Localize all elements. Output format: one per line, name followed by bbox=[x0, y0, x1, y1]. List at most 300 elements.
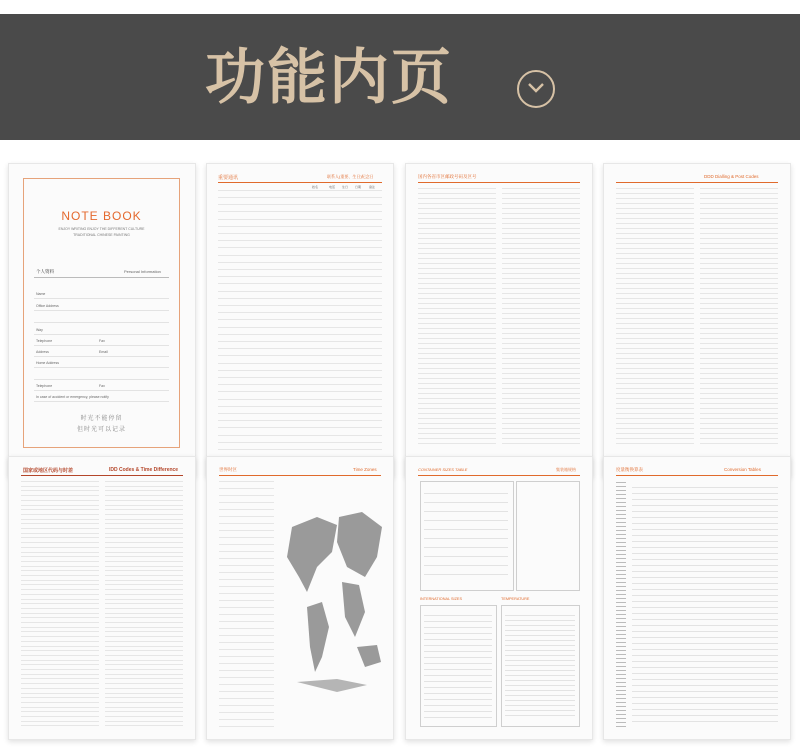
address-right-header: 联系人(重要、生日)纪念日 bbox=[327, 174, 374, 179]
field-name: Name bbox=[36, 292, 46, 296]
ruled-line bbox=[21, 505, 99, 506]
ruled-line bbox=[502, 288, 580, 289]
ruled-line bbox=[700, 313, 778, 314]
ruled-line bbox=[219, 705, 274, 706]
ruled-line bbox=[105, 631, 183, 632]
ruled-line bbox=[616, 438, 694, 439]
ruled-line bbox=[105, 537, 183, 538]
ruled-line bbox=[502, 233, 580, 234]
ruled-line bbox=[21, 603, 99, 604]
ruled-line bbox=[424, 511, 508, 512]
ruled-line bbox=[700, 273, 778, 274]
ruled-line bbox=[21, 599, 99, 600]
ruled-line bbox=[632, 661, 778, 662]
ruled-line bbox=[616, 338, 694, 339]
ruled-line bbox=[219, 656, 274, 657]
ruled-line bbox=[616, 278, 694, 279]
ruled-line bbox=[105, 660, 183, 661]
ruled-line bbox=[616, 263, 694, 264]
ruled-line bbox=[700, 413, 778, 414]
ruled-line bbox=[502, 273, 580, 274]
ruled-line bbox=[219, 572, 274, 573]
ruled-line bbox=[218, 305, 382, 306]
ruled-line bbox=[616, 258, 694, 259]
ruled-line bbox=[105, 716, 183, 717]
ruled-line bbox=[502, 213, 580, 214]
col-birthday: 生日 bbox=[342, 185, 349, 189]
ruled-line bbox=[632, 607, 778, 608]
ruled-line bbox=[424, 556, 508, 557]
ruled-line bbox=[219, 670, 274, 671]
ruled-line bbox=[505, 655, 575, 656]
field-office: Office Address bbox=[36, 304, 59, 308]
ruled-line bbox=[616, 298, 694, 299]
ruled-line bbox=[105, 683, 183, 684]
ruled-line bbox=[505, 680, 575, 681]
ruled-line bbox=[105, 481, 183, 482]
ruled-line bbox=[418, 238, 496, 239]
ruled-line bbox=[218, 406, 382, 407]
ruled-line bbox=[632, 589, 778, 590]
ruled-line bbox=[218, 334, 382, 335]
ruled-line bbox=[616, 358, 694, 359]
ruled-line bbox=[505, 695, 575, 696]
ruled-line bbox=[105, 509, 183, 510]
ruled-line bbox=[21, 702, 99, 703]
ruled-line bbox=[21, 500, 99, 501]
ruled-line bbox=[105, 678, 183, 679]
ruled-line bbox=[21, 664, 99, 665]
ruled-line bbox=[218, 233, 382, 234]
ruled-line bbox=[632, 577, 778, 578]
ruled-line bbox=[632, 631, 778, 632]
ruled-line bbox=[502, 428, 580, 429]
ruled-line bbox=[418, 428, 496, 429]
ruled-line bbox=[218, 197, 382, 198]
ruled-line bbox=[418, 368, 496, 369]
ruled-line bbox=[424, 711, 492, 712]
ruled-line bbox=[424, 493, 508, 494]
ruled-line bbox=[219, 663, 274, 664]
ruled-line bbox=[418, 438, 496, 439]
ruled-line bbox=[616, 328, 694, 329]
ruled-line bbox=[632, 487, 778, 488]
ruled-line bbox=[700, 398, 778, 399]
ruled-line bbox=[502, 303, 580, 304]
ruled-line bbox=[616, 283, 694, 284]
ruled-line bbox=[505, 660, 575, 661]
ruled-line bbox=[21, 533, 99, 534]
ruled-line bbox=[700, 308, 778, 309]
ruled-line bbox=[418, 198, 496, 199]
ruled-line bbox=[105, 655, 183, 656]
ruled-line bbox=[105, 542, 183, 543]
ruled-line bbox=[502, 248, 580, 249]
ruled-line bbox=[424, 633, 492, 634]
ruled-line bbox=[218, 399, 382, 400]
ruled-line bbox=[424, 529, 508, 530]
container-sub-1: INTERNATIONAL SIZES bbox=[420, 597, 462, 601]
ruled-line bbox=[218, 312, 382, 313]
ruled-line bbox=[424, 663, 492, 664]
ruled-line bbox=[505, 645, 575, 646]
note-book-subtitle-1: ENJOY WRITING ENJOY THE DIFFERENT CULTURE bbox=[58, 227, 145, 231]
ruled-line bbox=[632, 649, 778, 650]
ruled-line bbox=[616, 433, 694, 434]
ruled-line bbox=[700, 403, 778, 404]
ruled-line bbox=[219, 642, 274, 643]
ruled-line bbox=[418, 228, 496, 229]
ruled-line bbox=[105, 664, 183, 665]
ruled-line bbox=[418, 223, 496, 224]
ruled-line bbox=[700, 383, 778, 384]
ruled-line bbox=[424, 627, 492, 628]
page-postal-codes bbox=[405, 163, 593, 477]
ruled-line bbox=[21, 650, 99, 651]
ruled-line bbox=[424, 615, 492, 616]
ruled-line bbox=[21, 655, 99, 656]
ruled-line bbox=[21, 561, 99, 562]
ruled-line bbox=[105, 561, 183, 562]
note-book-footer-2: 但时光可以记录 bbox=[76, 427, 126, 433]
ruled-line bbox=[105, 547, 183, 548]
ruled-line bbox=[218, 427, 382, 428]
ruled-line bbox=[418, 273, 496, 274]
col-name: 姓名 bbox=[312, 185, 319, 189]
ruled-line bbox=[505, 615, 575, 616]
ruled-line bbox=[632, 517, 778, 518]
ruled-line bbox=[21, 570, 99, 571]
ruled-line bbox=[502, 228, 580, 229]
ruled-line bbox=[502, 363, 580, 364]
ruled-line bbox=[105, 613, 183, 614]
ruled-line bbox=[21, 608, 99, 609]
ruled-line bbox=[219, 649, 274, 650]
ruled-line bbox=[505, 670, 575, 671]
note-book-title: NOTE BOOK bbox=[61, 209, 142, 223]
ruled-line bbox=[700, 253, 778, 254]
chevron-down-circle-icon[interactable] bbox=[517, 70, 555, 108]
ruled-line bbox=[632, 709, 778, 710]
ruled-line bbox=[505, 710, 575, 711]
ruled-line bbox=[502, 258, 580, 259]
ruled-line bbox=[502, 283, 580, 284]
ruled-line bbox=[502, 268, 580, 269]
ruled-line bbox=[418, 443, 496, 444]
ruled-line bbox=[21, 725, 99, 726]
ruled-line bbox=[105, 725, 183, 726]
ruled-line bbox=[105, 528, 183, 529]
ruled-line bbox=[632, 667, 778, 668]
ruled-line bbox=[218, 420, 382, 421]
ruled-line bbox=[219, 684, 274, 685]
ruled-line bbox=[21, 528, 99, 529]
ruled-line bbox=[418, 288, 496, 289]
ruled-line bbox=[418, 263, 496, 264]
ruled-line bbox=[218, 319, 382, 320]
ruled-line bbox=[502, 238, 580, 239]
ruled-line bbox=[632, 637, 778, 638]
ruled-line bbox=[616, 363, 694, 364]
ruled-line bbox=[700, 213, 778, 214]
ruled-line bbox=[418, 268, 496, 269]
ruled-line bbox=[219, 712, 274, 713]
ruled-line bbox=[219, 579, 274, 580]
ruled-line bbox=[616, 273, 694, 274]
ruled-line bbox=[218, 348, 382, 349]
ruled-line bbox=[424, 699, 492, 700]
ruled-line bbox=[105, 707, 183, 708]
ruled-line bbox=[21, 589, 99, 590]
ruled-line bbox=[105, 514, 183, 515]
page-country-codes bbox=[8, 456, 196, 740]
ruled-line bbox=[502, 253, 580, 254]
personal-label-en: Personal Information bbox=[124, 269, 161, 274]
ruled-line bbox=[700, 348, 778, 349]
ruled-line bbox=[505, 700, 575, 701]
ruled-line bbox=[21, 707, 99, 708]
ruled-line bbox=[21, 495, 99, 496]
ruled-line bbox=[418, 293, 496, 294]
ruled-line bbox=[219, 621, 274, 622]
ruled-line bbox=[502, 263, 580, 264]
ruled-line bbox=[502, 358, 580, 359]
ruled-line bbox=[219, 565, 274, 566]
ruled-line bbox=[424, 639, 492, 640]
country-title-en: IDD Codes & Time Difference bbox=[109, 467, 179, 473]
ruled-line bbox=[105, 495, 183, 496]
ruled-line bbox=[218, 298, 382, 299]
ruled-line bbox=[632, 541, 778, 542]
ruled-line bbox=[21, 580, 99, 581]
ruled-line bbox=[700, 203, 778, 204]
ruled-line bbox=[418, 193, 496, 194]
ruled-line bbox=[616, 253, 694, 254]
ruled-line bbox=[632, 529, 778, 530]
ruled-line bbox=[21, 547, 99, 548]
ruled-line bbox=[616, 418, 694, 419]
ruled-line bbox=[632, 505, 778, 506]
ruled-line bbox=[424, 681, 492, 682]
ruled-line bbox=[616, 348, 694, 349]
ruled-line bbox=[418, 398, 496, 399]
ruled-line bbox=[424, 651, 492, 652]
ruled-line bbox=[502, 398, 580, 399]
ruled-line bbox=[418, 303, 496, 304]
ruled-line bbox=[418, 338, 496, 339]
ruled-line bbox=[502, 308, 580, 309]
ruled-line bbox=[616, 413, 694, 414]
ruled-line bbox=[502, 338, 580, 339]
field-email: Email bbox=[99, 350, 108, 354]
ruled-line bbox=[424, 502, 508, 503]
ruled-line bbox=[502, 278, 580, 279]
ruled-line bbox=[616, 268, 694, 269]
ruled-line bbox=[505, 625, 575, 626]
ruled-line bbox=[218, 255, 382, 256]
ruled-line bbox=[418, 328, 496, 329]
ruled-line bbox=[218, 226, 382, 227]
ruled-line bbox=[105, 641, 183, 642]
ruled-line bbox=[418, 348, 496, 349]
ruled-line bbox=[218, 247, 382, 248]
ruled-line bbox=[105, 523, 183, 524]
ruled-line bbox=[424, 657, 492, 658]
ruled-line bbox=[418, 418, 496, 419]
ruled-line bbox=[219, 677, 274, 678]
ruled-line bbox=[616, 443, 694, 444]
ruled-line bbox=[700, 443, 778, 444]
ruled-line bbox=[418, 248, 496, 249]
ruled-line bbox=[502, 353, 580, 354]
ruled-line bbox=[502, 433, 580, 434]
ruled-line bbox=[219, 523, 274, 524]
ruled-line bbox=[502, 418, 580, 419]
ruled-line bbox=[424, 687, 492, 688]
ruled-line bbox=[418, 363, 496, 364]
ruled-line bbox=[21, 697, 99, 698]
ruled-line bbox=[105, 533, 183, 534]
ruled-line bbox=[502, 218, 580, 219]
ruled-line bbox=[21, 693, 99, 694]
ruled-line bbox=[424, 520, 508, 521]
ruled-line bbox=[700, 423, 778, 424]
ruled-line bbox=[632, 613, 778, 614]
ruled-line bbox=[616, 353, 694, 354]
ruled-line bbox=[21, 519, 99, 520]
ruled-line bbox=[218, 276, 382, 277]
ruled-line bbox=[105, 650, 183, 651]
ruled-line bbox=[616, 233, 694, 234]
ruled-line bbox=[700, 298, 778, 299]
ruled-line bbox=[632, 715, 778, 716]
ruled-line bbox=[219, 495, 274, 496]
field-telephone-2: Telephone bbox=[36, 384, 53, 388]
ruled-line bbox=[21, 509, 99, 510]
ruled-line bbox=[700, 228, 778, 229]
ruled-line bbox=[616, 198, 694, 199]
ruled-line bbox=[218, 442, 382, 443]
ruled-line bbox=[21, 641, 99, 642]
ruled-line bbox=[418, 313, 496, 314]
ruled-line bbox=[418, 423, 496, 424]
ruled-line bbox=[502, 333, 580, 334]
ruler bbox=[616, 479, 626, 729]
ruled-line bbox=[632, 691, 778, 692]
ruled-line bbox=[218, 211, 382, 212]
ruled-line bbox=[21, 552, 99, 553]
ruled-line bbox=[700, 193, 778, 194]
ruled-line bbox=[218, 204, 382, 205]
ruled-line bbox=[418, 408, 496, 409]
ruled-line bbox=[219, 607, 274, 608]
ruled-line bbox=[219, 544, 274, 545]
ruled-line bbox=[700, 368, 778, 369]
ruled-line bbox=[632, 553, 778, 554]
ruled-line bbox=[105, 589, 183, 590]
ruled-line bbox=[418, 373, 496, 374]
ruled-line bbox=[424, 669, 492, 670]
banner-title: 功能内页 bbox=[205, 43, 453, 113]
ruled-line bbox=[700, 293, 778, 294]
ruled-line bbox=[505, 675, 575, 676]
container-sub-2: TEMPERATURE bbox=[501, 597, 530, 601]
ruled-line bbox=[616, 423, 694, 424]
ruled-line bbox=[105, 500, 183, 501]
ruled-line bbox=[616, 248, 694, 249]
ruled-line bbox=[418, 203, 496, 204]
ruled-line bbox=[700, 363, 778, 364]
ruled-line bbox=[219, 551, 274, 552]
ruled-line bbox=[105, 603, 183, 604]
ruled-line bbox=[105, 711, 183, 712]
ruled-line bbox=[502, 298, 580, 299]
ruled-line bbox=[616, 388, 694, 389]
field-emergency: In case of accident or emergency, please notify bbox=[36, 395, 109, 399]
ruled-line bbox=[418, 208, 496, 209]
ruled-line bbox=[218, 219, 382, 220]
ruled-line bbox=[21, 721, 99, 722]
ruled-line bbox=[700, 328, 778, 329]
col-note: 备注 bbox=[369, 185, 376, 189]
ruled-line bbox=[105, 505, 183, 506]
ruled-line bbox=[424, 565, 508, 566]
ruled-line bbox=[21, 523, 99, 524]
ruled-line bbox=[616, 368, 694, 369]
ruled-line bbox=[418, 258, 496, 259]
ruled-line bbox=[700, 333, 778, 334]
ruled-line bbox=[700, 438, 778, 439]
ruled-line bbox=[218, 391, 382, 392]
ruled-line bbox=[502, 388, 580, 389]
country-title-cn: 国家或地区代码与时差 bbox=[23, 468, 74, 474]
ruled-line bbox=[105, 617, 183, 618]
ruled-line bbox=[632, 673, 778, 674]
ruled-line bbox=[700, 303, 778, 304]
ruled-line bbox=[616, 193, 694, 194]
ruled-line bbox=[21, 660, 99, 661]
ruled-line bbox=[21, 622, 99, 623]
field-fax-2: Fax bbox=[99, 384, 105, 388]
ruled-line bbox=[418, 283, 496, 284]
page-conversion bbox=[603, 456, 791, 740]
ruled-line bbox=[616, 323, 694, 324]
ruled-line bbox=[418, 358, 496, 359]
ruled-line bbox=[418, 353, 496, 354]
col-phone: 电话 bbox=[329, 185, 336, 189]
ruled-line bbox=[21, 542, 99, 543]
ruled-line bbox=[502, 188, 580, 189]
ruled-line bbox=[616, 288, 694, 289]
ruled-line bbox=[218, 262, 382, 263]
ruled-line bbox=[21, 636, 99, 637]
ruled-line bbox=[218, 370, 382, 371]
ruled-line bbox=[21, 481, 99, 482]
ruled-line bbox=[502, 343, 580, 344]
ruled-line bbox=[105, 575, 183, 576]
ruled-line bbox=[632, 595, 778, 596]
ruled-line bbox=[632, 685, 778, 686]
ruled-line bbox=[21, 688, 99, 689]
ruled-line bbox=[21, 627, 99, 628]
ruled-line bbox=[700, 223, 778, 224]
ruled-line bbox=[219, 509, 274, 510]
col-date: 日期 bbox=[355, 185, 362, 189]
ruled-line bbox=[700, 233, 778, 234]
ruled-line bbox=[700, 218, 778, 219]
ruled-line bbox=[105, 599, 183, 600]
ruled-line bbox=[700, 268, 778, 269]
